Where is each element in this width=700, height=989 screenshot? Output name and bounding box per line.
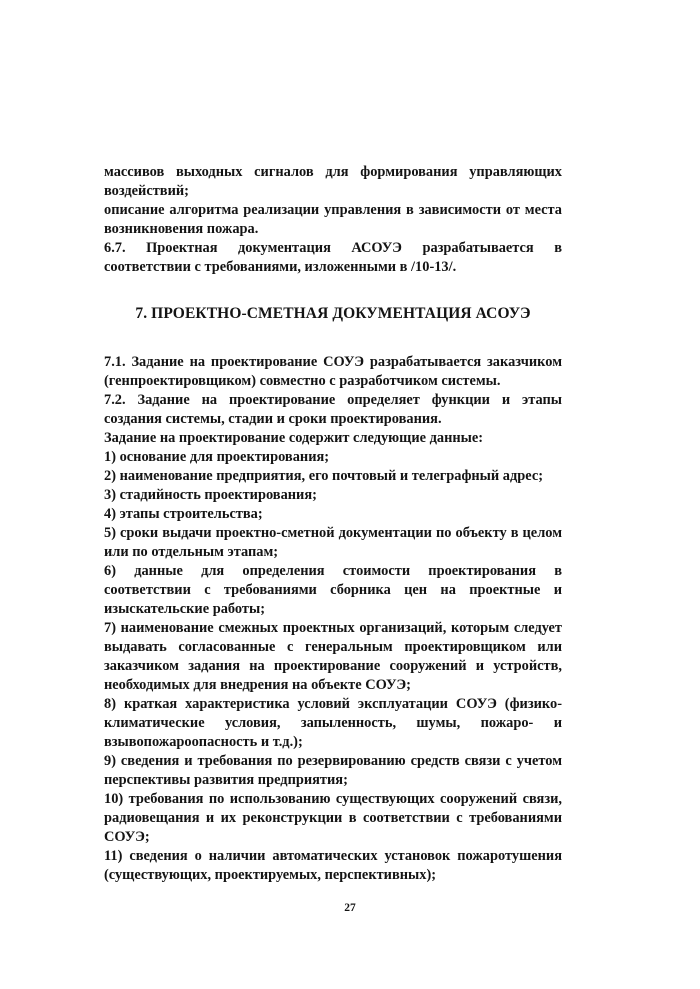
list-item-3: 3) стадийность проектирования;: [104, 487, 317, 503]
list-item-5: 5) сроки выдачи проектно-сметной документации по объекту в целом или по отдельным этапам;: [104, 525, 562, 560]
list-item-6: 6) данные для определения стоимости проектирования в соответствии с требованиями сборника цен на проектные и изыскательские работы;: [104, 563, 562, 617]
list-item-4: 4) этапы строительства;: [104, 506, 263, 522]
section-heading: 7. ПРОЕКТНО-СМЕТНАЯ ДОКУМЕНТАЦИЯ АСОУЭ: [135, 305, 531, 322]
list-item-7: 7) наименование смежных проектных организаций, которым следует выдавать согласованные с генеральным проектировщиком или заказчиком задания на проектирование сооружений и устройств, необходимых для внедрения на объекте СОУЭ;: [104, 620, 562, 693]
paragraph-algorithm: описание алгоритма реализации управления в зависимости от места возникновения пожара.: [104, 202, 562, 237]
paragraph-7-1: 7.1. Задание на проектирование СОУЭ разрабатывается заказчиком (генпроектировщиком) совместно с разработчиком системы.: [104, 354, 562, 389]
paragraph-7-2: 7.2. Задание на проектирование определяет функции и этапы создания системы, стадии и сроки проектирования.: [104, 392, 562, 427]
paragraph-signals: массивов выходных сигналов для формирования управляющих воздействий;: [104, 164, 562, 199]
list-item-8: 8) краткая характеристика условий эксплуатации СОУЭ (физико-климатические условия, запыленность, шумы, пожаро- и взывопожароопасность и т.д.);: [104, 696, 562, 750]
page-number: 27: [344, 902, 356, 914]
list-item-11: 11) сведения о наличии автоматических установок пожаротушения (существующих, проектируемых, перспективных);: [104, 848, 562, 883]
paragraph-6-7: 6.7. Проектная документация АСОУЭ разрабатывается в соответствии с требованиями, изложенными в /10-13/.: [104, 240, 562, 275]
paragraph-list-intro: Задание на проектирование содержит следующие данные:: [104, 430, 484, 446]
list-item-10: 10) требования по использованию существующих сооружений связи, радиовещания и их реконструкции в соответствии с требованиями СОУЭ;: [104, 791, 562, 845]
list-item-9: 9) сведения и требования по резервированию средств связи с учетом перспективы развития предприятия;: [104, 753, 562, 788]
list-item-2: 2) наименование предприятия, его почтовый и телеграфный адрес;: [104, 468, 544, 484]
list-item-1: 1) основание для проектирования;: [104, 449, 330, 465]
page-content: [104, 163, 562, 885]
